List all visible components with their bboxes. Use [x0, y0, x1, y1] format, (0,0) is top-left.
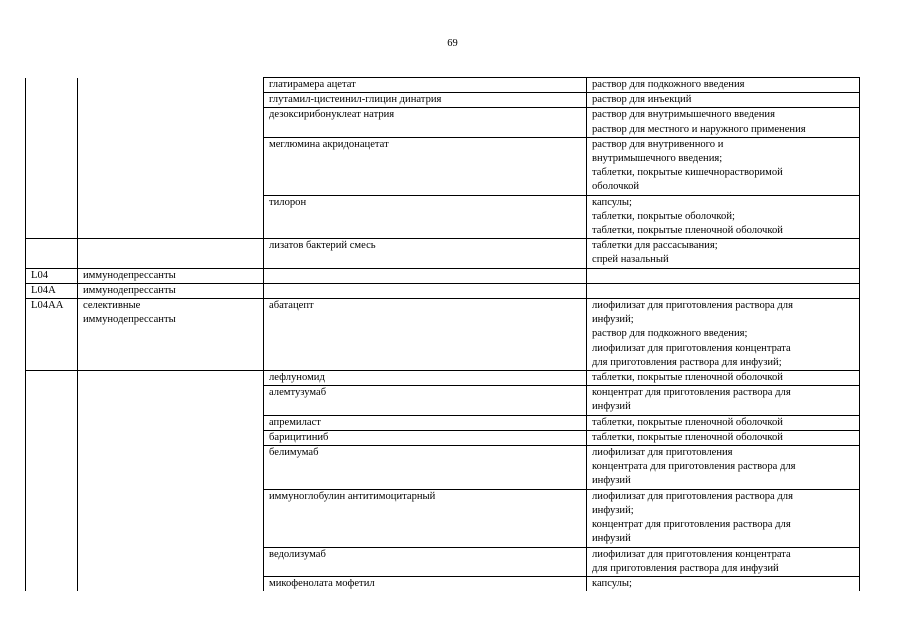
dosage-form-line: инфузий	[592, 475, 631, 487]
drug-name: меглюмина акридонацетат	[269, 138, 389, 150]
group-cell	[78, 283, 264, 298]
table-row	[26, 93, 860, 108]
atc-code-cell	[26, 386, 78, 415]
drug-name: абатацепт	[269, 300, 314, 312]
dosage-form-line: оболочкой	[592, 181, 640, 193]
dosage-form-line: концентрат для приготовления раствора для	[592, 387, 791, 399]
table-row	[26, 371, 860, 386]
atc-code-cell	[26, 415, 78, 430]
dosage-form-line: раствор для подкожного введения	[592, 79, 745, 90]
drug-name: микофенолата мофетил	[269, 577, 375, 589]
dosage-form-cell	[587, 489, 860, 547]
drug-name: лизатов бактерий смесь	[269, 240, 376, 252]
dosage-form-cell	[587, 78, 860, 93]
atc-code-cell	[26, 547, 78, 576]
atc-code-cell	[26, 239, 78, 268]
group-cell	[78, 371, 264, 386]
drug-table	[25, 77, 860, 591]
atc-code-cell	[26, 430, 78, 445]
dosage-form-cell	[587, 93, 860, 108]
atc-code-cell	[26, 195, 78, 239]
dosage-form-cell	[587, 415, 860, 430]
group-cell	[78, 446, 264, 490]
drug-name-cell	[264, 446, 587, 490]
group-cell	[78, 93, 264, 108]
table-row	[26, 283, 860, 298]
atc-code-cell	[26, 371, 78, 386]
drug-name-cell	[264, 239, 587, 268]
drug-name: глутамил-цистеинил-глицин динатрия	[269, 94, 442, 106]
group-cell	[78, 547, 264, 576]
dosage-form-cell	[587, 371, 860, 386]
drug-name: барицитиниб	[269, 431, 329, 443]
page-number: 69	[447, 38, 458, 49]
dosage-form-line: концентрат для приготовления раствора для	[592, 519, 791, 531]
dosage-form-line: внутримышечного введения;	[592, 153, 723, 165]
dosage-form-line: инфузий	[592, 533, 631, 545]
drug-name-cell	[264, 299, 587, 371]
table-row	[26, 446, 860, 490]
atc-code-cell	[26, 299, 78, 371]
drug-name-cell	[264, 547, 587, 576]
dosage-form-line: инфузий;	[592, 504, 634, 516]
dosage-form-line: таблетки, покрытые пленочной оболочкой	[592, 372, 783, 384]
group-cell	[78, 108, 264, 137]
table-row	[26, 195, 860, 239]
atc-code-cell	[26, 489, 78, 547]
dosage-form-line: капсулы;	[592, 196, 632, 208]
table-row	[26, 78, 860, 93]
table-row	[26, 489, 860, 547]
dosage-form-line: капсулы;	[592, 577, 632, 589]
group-cell	[78, 415, 264, 430]
drug-name-cell	[264, 415, 587, 430]
drug-name-cell	[264, 93, 587, 108]
dosage-form-line: для приготовления раствора для инфузий;	[592, 356, 782, 368]
dosage-form-line: таблетки, покрытые пленочной оболочкой	[592, 431, 783, 443]
drug-name-cell	[264, 576, 587, 591]
dosage-form-cell	[587, 195, 860, 239]
group-cell	[78, 430, 264, 445]
drug-name-cell	[264, 268, 587, 283]
drug-name-cell	[264, 78, 587, 93]
dosage-form-line: раствор для подкожного введения;	[592, 328, 748, 340]
dosage-form-line: таблетки, покрытые кишечнорастворимой	[592, 167, 783, 179]
atc-code-cell	[26, 108, 78, 137]
group-cell	[78, 137, 264, 195]
dosage-form-line: таблетки, покрытые пленочной оболочкой	[592, 225, 783, 237]
atc-code-cell	[26, 137, 78, 195]
table-row	[26, 108, 860, 137]
dosage-form-line: концентрата для приготовления раствора для	[592, 461, 796, 473]
dosage-form-line: раствор для внутривенного и	[592, 138, 724, 150]
drug-name: тилорон	[269, 196, 307, 208]
atc-code-cell	[26, 268, 78, 283]
dosage-form-cell	[587, 283, 860, 298]
table-row	[26, 268, 860, 283]
drug-name-cell	[264, 108, 587, 137]
table-row	[26, 415, 860, 430]
group-cell	[78, 386, 264, 415]
dosage-form-cell	[587, 137, 860, 195]
drug-name-cell	[264, 137, 587, 195]
drug-name-cell	[264, 283, 587, 298]
drug-name-cell	[264, 371, 587, 386]
drug-name: ведолизумаб	[269, 548, 326, 560]
atc-code-cell	[26, 576, 78, 591]
drug-name-cell	[264, 386, 587, 415]
dosage-form-cell	[587, 108, 860, 137]
dosage-form-line: для приготовления раствора для инфузий	[592, 562, 779, 574]
drug-name: лефлуномид	[269, 372, 325, 384]
atc-code-cell	[26, 93, 78, 108]
group-cell	[78, 299, 264, 371]
table-row	[26, 576, 860, 591]
dosage-form-cell	[587, 268, 860, 283]
drug-name: иммуноглобулин антитимоцитарный	[269, 490, 436, 502]
dosage-form-cell	[587, 547, 860, 576]
group-cell-line: иммунодепрессанты	[83, 269, 176, 281]
drug-name: белимумаб	[269, 447, 319, 459]
group-cell	[78, 268, 264, 283]
table-row	[26, 239, 860, 268]
drug-name-cell	[264, 195, 587, 239]
drug-name: апремиласт	[269, 416, 321, 428]
group-cell	[78, 195, 264, 239]
dosage-form-line: инфузий	[592, 401, 631, 413]
drug-name: дезоксирибонуклеат натрия	[269, 109, 395, 121]
drug-name-cell	[264, 430, 587, 445]
dosage-form-cell	[587, 239, 860, 268]
dosage-form-line: таблетки, покрытые оболочкой;	[592, 210, 735, 222]
table-body	[26, 78, 860, 592]
dosage-form-line: лиофилизат для приготовления раствора для	[592, 300, 793, 312]
group-cell-line: иммунодепрессанты	[83, 314, 176, 326]
dosage-form-cell	[587, 299, 860, 371]
group-cell	[78, 576, 264, 591]
drug-name: глатирамера ацетат	[269, 79, 356, 90]
dosage-form-line: раствор для местного и наружного применения	[592, 123, 806, 135]
dosage-form-line: спрей назальный	[592, 254, 669, 266]
atc-code-cell-line: L04A	[31, 284, 56, 296]
atc-code-cell	[26, 78, 78, 93]
dosage-form-line: таблетки для рассасывания;	[592, 240, 718, 252]
dosage-form-line: раствор для внутримышечного введения	[592, 109, 775, 121]
dosage-form-line: лиофилизат для приготовления раствора для	[592, 490, 793, 502]
dosage-form-line: лиофилизат для приготовления концентрата	[592, 342, 791, 354]
atc-code-cell	[26, 283, 78, 298]
dosage-form-line: лиофилизат для приготовления концентрата	[592, 548, 791, 560]
dosage-form-line: раствор для инъекций	[592, 94, 692, 106]
dosage-form-line: инфузий;	[592, 314, 634, 326]
group-cell	[78, 489, 264, 547]
table-row	[26, 299, 860, 371]
dosage-form-cell	[587, 386, 860, 415]
atc-code-cell	[26, 446, 78, 490]
table-row	[26, 386, 860, 415]
atc-code-cell-line: L04	[31, 269, 49, 281]
table-row	[26, 430, 860, 445]
group-cell	[78, 78, 264, 93]
dosage-form-cell	[587, 446, 860, 490]
group-cell	[78, 239, 264, 268]
dosage-form-line: таблетки, покрытые пленочной оболочкой	[592, 416, 783, 428]
drug-name: алемтузумаб	[269, 387, 327, 399]
atc-code-cell-line: L04AA	[31, 300, 64, 312]
group-cell-line: селективные	[83, 300, 141, 312]
table-row	[26, 137, 860, 195]
dosage-form-line: лиофилизат для приготовления	[592, 447, 733, 459]
table-row	[26, 547, 860, 576]
drug-name-cell	[264, 489, 587, 547]
dosage-form-cell	[587, 430, 860, 445]
group-cell-line: иммунодепрессанты	[83, 284, 176, 296]
dosage-form-cell	[587, 576, 860, 591]
